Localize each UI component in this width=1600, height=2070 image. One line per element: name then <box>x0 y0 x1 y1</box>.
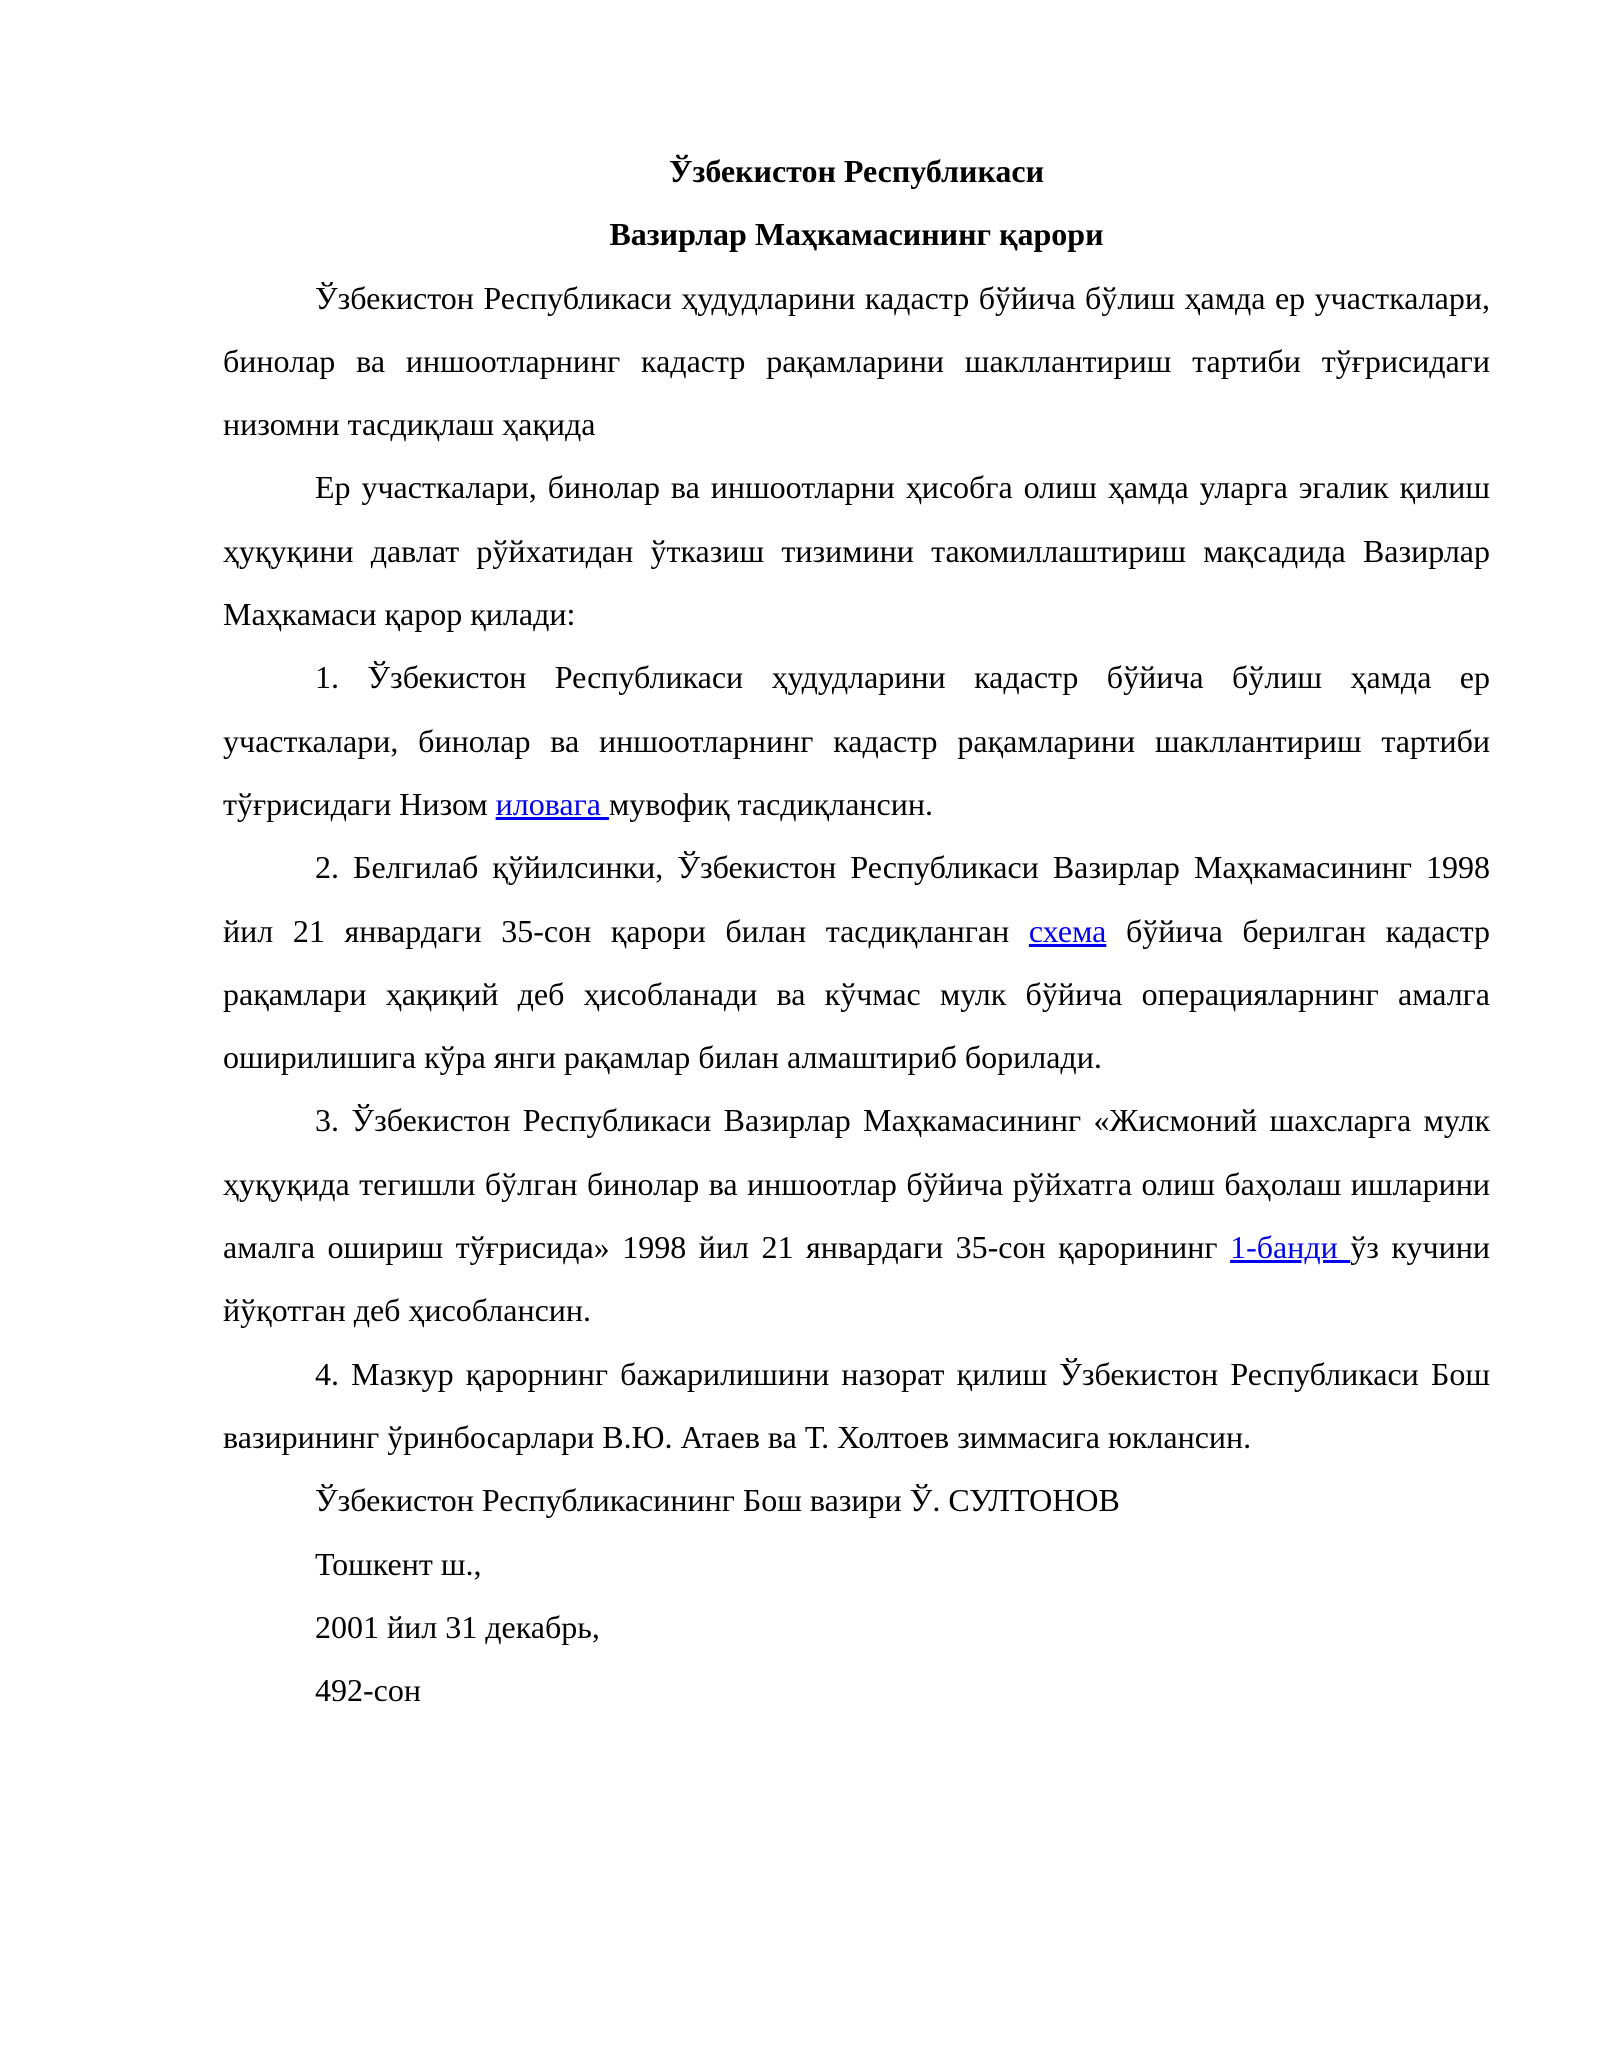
item-2-text-after: бўйича берилган кадастр рақамлари ҳақиқий деб ҳисобланади ва кўчмас мулк бўйича операцияларнинг амалга оширилишига кўра янги рақамлар билан алмаштириб борилади. <box>223 912 1491 1076</box>
signature-signer: Ўзбекистон Республикасининг Бош вазири Ў. СУЛТОНОВ <box>315 1482 1120 1519</box>
scheme-link[interactable]: схема <box>1028 912 1107 949</box>
item-4: 4. Мазкур қарорнинг бажарилишини назорат қилиш Ўзбекистон Республикаси Бош вазирининг ўринбосарлари В.Ю. Атаев ва Т. Холтоев зиммасига юклансин. <box>223 1355 1490 1455</box>
document-heading-line2: Вазирлар Маҳкамасининг қарори <box>609 216 1104 253</box>
signature-place: Тошкент ш., <box>315 1545 482 1582</box>
document-page <box>223 140 1490 1722</box>
item-2-text-before: 2. Белгилаб қўйилсинки, Ўзбекистон Республикаси Вазирлар Маҳкамасининг 1998 йил 21 январдаги 35-сон қарори билан тасдиқланган <box>223 849 1490 949</box>
document-heading-line1: Ўзбекистон Республикаси <box>668 153 1045 189</box>
signature-date: 2001 йил 31 декабрь, <box>315 1608 600 1645</box>
signature-number: 492-сон <box>315 1672 421 1709</box>
item-3 <box>223 1089 1490 1342</box>
item-1 <box>223 646 1490 836</box>
item-1-text-after: мувофиқ тасдиқлансин. <box>608 785 933 822</box>
appendix-link[interactable]: иловага <box>495 785 609 822</box>
item-3-text-before: 3. Ўзбекистон Республикаси Вазирлар Маҳкамасининг «Жисмоний шахсларга мулк ҳуқуқида тегишли бўлган бинолар ва иншоотлар бўйича рўйхатга олиш баҳолаш ишларини амалга ошириш тўғрисида» 1998 йил 21 январдаги 35-сон қарорининг <box>223 1102 1490 1266</box>
item-2 <box>223 836 1490 1089</box>
document-subject: Ўзбекистон Республикаси ҳудудларини кадастр бўйича бўлиш ҳамда ер участкалари, бинолар ва иншоотларнинг кадастр рақамларини шакллантириш тартиби тўғрисидаги низомни тасдиқлаш ҳақида <box>223 279 1490 443</box>
item-1-text-before: 1. Ўзбекистон Республикаси ҳудудларини кадастр бўйича бўлиш ҳамда ер участкалари, бинолар ва иншоотларнинг кадастр рақамларини шакллантириш тартиби тўғрисидаги Низом <box>223 659 1490 822</box>
document-preamble: Ер участкалари, бинолар ва иншоотларни ҳисобга олиш ҳамда уларга эгалик қилиш ҳуқуқини давлат рўйхатидан ўтказиш тизимини такомиллаштириш мақсадида Вазирлар Маҳкамаси қарор қилади: <box>223 469 1490 633</box>
clause-1-link[interactable]: 1-банди <box>1230 1229 1351 1266</box>
item-3-text-after: ўз кучини йўқотган деб ҳисоблансин. <box>223 1229 1491 1329</box>
